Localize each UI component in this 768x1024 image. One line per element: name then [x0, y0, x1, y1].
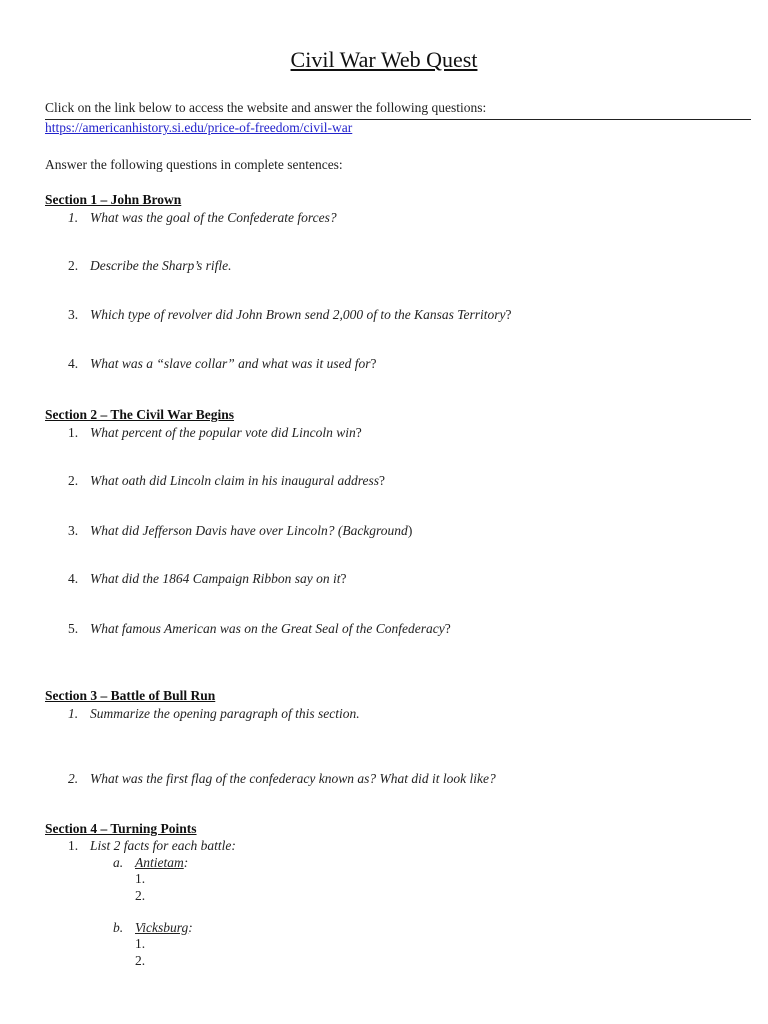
- question-number: 3.: [68, 523, 79, 538]
- question-text: What did the 1864 Campaign Ribbon say on it: [90, 571, 341, 586]
- question-text: What percent of the popular vote did Lincoln win: [90, 425, 356, 440]
- section-heading-1: Section 1 – John Brown: [45, 192, 182, 207]
- question-text: Which type of revolver did John Brown send 2,000 of to the Kansas Territory: [90, 307, 506, 322]
- battle-vicksburg: [113, 920, 193, 936]
- section-heading-4: Section 4 – Turning Points: [45, 821, 197, 836]
- question-text: Describe the Sharp’s rifle.: [90, 258, 232, 273]
- question-text: What was the first flag of the confederacy known as? What did it look like?: [90, 771, 496, 786]
- question-number: 2.: [68, 258, 79, 273]
- question-tail: ?: [340, 571, 347, 586]
- battle-name: Vicksburg: [135, 920, 189, 935]
- question-s2-q3: [68, 523, 412, 539]
- question-s3-q2: [68, 771, 496, 787]
- question-number: 1.: [68, 210, 79, 225]
- question-s1-q1: [68, 210, 337, 226]
- question-s2-q1: [68, 425, 362, 441]
- fact-line: 1.: [135, 936, 146, 951]
- question-text: What was a “slave collar” and what was it used for: [90, 356, 371, 371]
- question-number: 1.: [68, 706, 79, 721]
- question-tail: ?: [505, 307, 512, 322]
- question-tail: ): [407, 523, 413, 538]
- question-number: 2.: [68, 473, 79, 488]
- question-text: What oath did Lincoln claim in his inaugural address: [90, 473, 380, 488]
- question-number: 1.: [68, 425, 79, 440]
- question-text: List 2 facts for each battle:: [90, 838, 236, 853]
- question-s1-q3: [68, 307, 511, 323]
- question-s1-q2: [68, 258, 232, 274]
- question-text: What was the goal of the Confederate forces?: [90, 210, 337, 225]
- question-s2-q5: [68, 621, 451, 637]
- battle-antietam: [113, 855, 188, 871]
- question-tail: ?: [379, 473, 386, 488]
- battle-letter: b.: [113, 920, 124, 935]
- question-s1-q4: [68, 356, 377, 372]
- question-tail: ?: [444, 621, 451, 636]
- question-number: 3.: [68, 307, 79, 322]
- question-s2-q4: [68, 571, 347, 587]
- intro-text: Click on the link below to access the website and answer the following questions:: [45, 100, 487, 115]
- question-s3-q1: [68, 706, 360, 722]
- fact-line: 2.: [135, 953, 146, 968]
- battle-colon: :: [188, 920, 193, 935]
- question-text: What did Jefferson Davis have over Lincoln? (Background: [90, 523, 408, 538]
- battle-letter: a.: [113, 855, 124, 870]
- question-number: 5.: [68, 621, 79, 636]
- instruction-text: Answer the following questions in complete sentences:: [45, 157, 343, 172]
- question-s2-q2: [68, 473, 385, 489]
- battle-name: Antietam: [135, 855, 184, 870]
- question-number: 2.: [68, 771, 79, 786]
- question-number: 4.: [68, 356, 79, 371]
- page-title: Civil War Web Quest: [290, 47, 478, 72]
- question-number: 1.: [68, 838, 79, 853]
- question-s4-q1: [68, 838, 236, 854]
- question-text: Summarize the opening paragraph of this section.: [90, 706, 360, 721]
- question-text: What famous American was on the Great Seal of the Confederacy: [90, 621, 445, 636]
- battle-colon: :: [183, 855, 189, 870]
- website-link[interactable]: https://americanhistory.si.edu/price-of-freedom/civil-war: [45, 120, 353, 135]
- fact-line: 1.: [135, 871, 146, 886]
- question-tail: ?: [370, 356, 377, 371]
- fact-line: 2.: [135, 888, 146, 903]
- section-heading-2: Section 2 – The Civil War Begins: [45, 407, 235, 422]
- question-tail: ?: [355, 425, 362, 440]
- section-heading-3: Section 3 – Battle of Bull Run: [45, 688, 216, 703]
- question-number: 4.: [68, 571, 79, 586]
